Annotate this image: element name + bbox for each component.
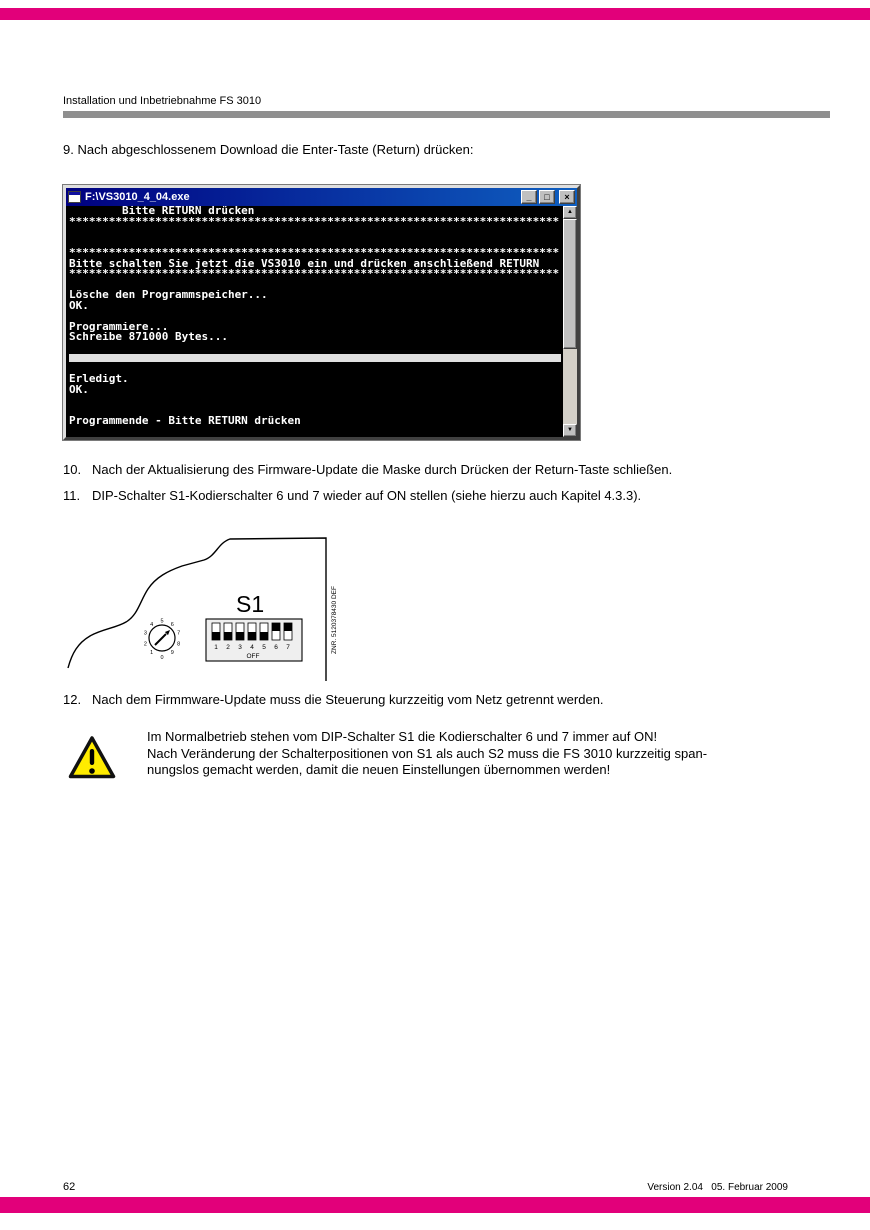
svg-text:8: 8 — [177, 641, 181, 648]
console-line — [69, 280, 563, 291]
ms-dos-icon — [68, 191, 81, 203]
console-line: Schreibe 871000 Bytes... — [69, 332, 228, 343]
console-line — [69, 395, 563, 406]
console-scrollbar[interactable] — [563, 206, 577, 437]
console-line: OK. — [69, 300, 89, 311]
svg-text:9: 9 — [170, 650, 174, 656]
step-10-text: Nach der Aktualisierung des Firmware-Update die Maske durch Drücken der Return-Taste schließen. — [92, 462, 673, 477]
s1-label: S1 — [236, 591, 265, 617]
maximize-button[interactable]: □ — [539, 190, 555, 204]
close-button[interactable]: × — [559, 190, 575, 204]
version-text: Version 2.04 05. Februar 2009 — [647, 1182, 788, 1193]
dip-off-label: OFF — [246, 653, 260, 660]
svg-text:4: 4 — [150, 621, 154, 628]
warning-line: Nach Veränderung der Schalterpositionen von S1 als auch S2 muss die FS 3010 kurzzeitig span- — [147, 745, 708, 761]
dip-switch-block — [206, 619, 302, 661]
svg-text:5: 5 — [160, 618, 164, 625]
step-9-text: 9. Nach abgeschlossenem Download die Enter-Taste (Return) drücken: — [63, 142, 474, 157]
header-rule — [63, 111, 830, 118]
warning-icon — [68, 735, 116, 780]
console-output — [66, 206, 563, 437]
console-progress-bar — [69, 353, 563, 364]
step-12-text: Nach dem Firmmware-Update muss die Steuerung kurzzeitig vom Netz getrennt werden. — [92, 692, 604, 707]
bottom-accent-bar — [0, 1197, 870, 1213]
warning-line: nungslos gemacht werden, damit die neuen Einstellungen übernommen werden! — [147, 762, 611, 777]
step-12 — [63, 692, 843, 707]
svg-text:6: 6 — [170, 621, 174, 628]
svg-text:6: 6 — [274, 644, 278, 651]
console-line: Erledigt. — [69, 374, 129, 385]
rotary-switch — [144, 619, 180, 662]
console-line — [69, 343, 563, 354]
step-10 — [63, 462, 843, 477]
step-11-text: DIP-Schalter S1-Kodierschalter 6 und 7 wieder auf ON stellen (siehe hierzu auch Kapitel 4.3.3). — [92, 488, 642, 503]
svg-text:3: 3 — [238, 644, 242, 651]
svg-text:4: 4 — [250, 644, 254, 651]
console-client-area — [66, 206, 577, 437]
step-11-number: 11. — [63, 488, 81, 503]
console-line — [69, 227, 563, 238]
step-10-number: 10. — [63, 462, 82, 477]
console-line: Programmiere... — [69, 321, 169, 332]
console-line: Programmende - Bitte RETURN drücken — [69, 416, 301, 427]
scroll-up-icon[interactable]: ▲ — [563, 206, 577, 219]
warning-line: Im Normalbetrieb stehen vom DIP-Schalter S1 die Kodierschalter 6 und 7 immer auf ON! — [147, 729, 658, 744]
scrollbar-thumb[interactable] — [563, 219, 577, 349]
svg-text:2: 2 — [143, 641, 147, 648]
console-line: OK. — [69, 384, 89, 395]
console-line — [69, 238, 563, 249]
svg-text:0: 0 — [160, 655, 164, 661]
svg-text:1: 1 — [214, 644, 218, 651]
page-number: 62 — [63, 1181, 76, 1193]
scroll-down-icon[interactable]: ▼ — [563, 424, 577, 437]
console-line: ************************************************************************** — [69, 248, 560, 259]
console-line — [69, 427, 563, 438]
console-line — [69, 311, 563, 322]
step-11 — [63, 488, 843, 503]
znr-label: ZNR. 5120378430 DEF — [331, 586, 338, 654]
console-line: Bitte schalten Sie jetzt die VS3010 ein und drücken anschließend RETURN — [69, 258, 540, 269]
page-header: Installation und Inbetriebnahme FS 3010 — [63, 95, 262, 107]
dos-console-window — [63, 185, 580, 440]
step-12-number: 12. — [63, 692, 82, 707]
console-window-title: F:\VS3010_4_04.exe — [85, 191, 190, 203]
console-line — [69, 406, 563, 417]
console-line: Bitte RETURN drücken — [69, 206, 255, 217]
svg-text:3: 3 — [143, 630, 147, 637]
console-titlebar[interactable] — [66, 188, 577, 206]
svg-text:2: 2 — [226, 644, 230, 651]
console-line: ************************************************************************** — [69, 216, 560, 227]
console-line: Lösche den Programmspeicher... — [69, 290, 268, 301]
svg-text:5: 5 — [262, 644, 266, 651]
dip-switch-diagram — [66, 535, 350, 685]
svg-text:1: 1 — [150, 650, 154, 656]
console-line — [69, 364, 563, 375]
console-line: ************************************************************************** — [69, 269, 560, 280]
minimize-button[interactable]: _ — [521, 190, 537, 204]
svg-text:7: 7 — [177, 630, 181, 637]
top-accent-bar — [0, 8, 870, 20]
warning-text — [147, 729, 797, 779]
svg-text:7: 7 — [286, 644, 290, 651]
